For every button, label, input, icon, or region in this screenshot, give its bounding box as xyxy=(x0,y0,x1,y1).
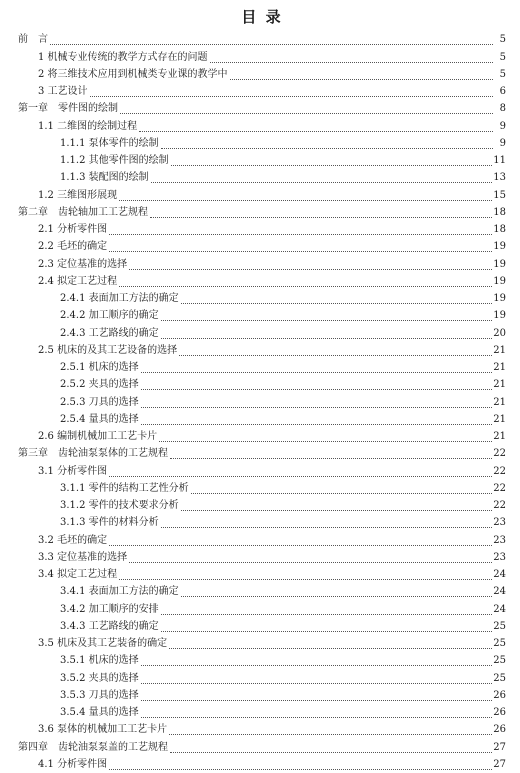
toc-entry[interactable] xyxy=(18,393,506,410)
toc-entry-page: 21 xyxy=(493,413,506,425)
dot-leader xyxy=(141,664,493,666)
toc-entry-page: 23 xyxy=(493,517,506,529)
toc-entry-title: 3.3 定位基准的选择 xyxy=(38,551,128,563)
toc-entry-title: 3.5.2 夹具的选择 xyxy=(60,672,139,684)
toc-entry-page: 21 xyxy=(493,431,506,442)
toc-entry[interactable] xyxy=(18,600,506,617)
toc-entry-title: 2.4 拟定工艺过程 xyxy=(38,275,118,287)
toc-entry-title: 1.1.2 其他零件图的绘制 xyxy=(60,155,169,166)
toc-entry[interactable] xyxy=(18,669,506,686)
toc-entry-title: 2.5.4 量具的选择 xyxy=(60,413,139,425)
toc-entry[interactable] xyxy=(18,255,506,272)
dot-leader xyxy=(119,578,492,580)
dot-leader xyxy=(210,61,493,63)
toc-entry-page: 27 xyxy=(493,741,506,753)
dot-leader xyxy=(169,733,492,735)
dot-leader xyxy=(170,751,492,753)
toc-entry-title: 前 言 xyxy=(18,34,48,46)
toc-entry[interactable] xyxy=(18,273,506,290)
toc-entry-page: 26 xyxy=(493,707,506,718)
toc-entry-page: 5 xyxy=(499,34,506,46)
toc-entry[interactable] xyxy=(18,359,506,376)
toc-entry-page: 9 xyxy=(499,120,506,132)
toc-entry-title: 2.2 毛坯的确定 xyxy=(38,241,108,253)
toc-entry-title: 第二章 齿轮轴加工工艺规程 xyxy=(18,206,148,218)
toc-entry-page: 18 xyxy=(493,206,506,218)
dot-leader xyxy=(170,457,492,459)
toc-entry-title: 第四章 齿轮油泵泵盖的工艺规程 xyxy=(18,741,168,753)
dot-leader xyxy=(109,768,492,770)
toc-entry-title: 1.1.1 泵体零件的绘制 xyxy=(60,137,159,149)
toc-entry[interactable] xyxy=(18,186,506,203)
dot-leader xyxy=(179,354,492,356)
toc-entry-title: 2.5.3 刀具的选择 xyxy=(60,396,139,408)
toc-entry-page: 21 xyxy=(493,396,506,408)
toc-entry-page: 9 xyxy=(499,137,506,149)
toc-entry[interactable] xyxy=(18,324,506,341)
dot-leader xyxy=(150,216,492,218)
dot-leader xyxy=(159,440,492,442)
toc-entry[interactable] xyxy=(18,83,506,100)
toc-entry-page: 23 xyxy=(493,534,506,546)
toc-entry-title: 3.5 机床及其工艺装备的确定 xyxy=(38,638,168,649)
toc-entry[interactable] xyxy=(18,307,506,324)
dot-leader xyxy=(90,95,493,97)
dot-leader xyxy=(161,630,493,632)
toc-entry-page: 6 xyxy=(499,86,506,97)
dot-leader xyxy=(141,699,493,701)
toc-entry-title: 3.6 泵体的机械加工工艺卡片 xyxy=(38,724,168,736)
dot-leader xyxy=(171,164,493,166)
toc-entry-title: 1.1 二维图的绘制过程 xyxy=(38,120,138,132)
toc-entry[interactable] xyxy=(18,152,506,169)
toc-entry-page: 22 xyxy=(493,465,506,477)
toc-entry-page: 19 xyxy=(493,275,506,287)
dot-leader xyxy=(109,233,492,235)
toc-entry-page: 25 xyxy=(493,672,506,684)
dot-leader xyxy=(120,112,493,114)
toc-entry-title: 3.5.1 机床的选择 xyxy=(60,655,139,667)
toc-entry-page: 19 xyxy=(493,293,506,304)
toc-entry-title: 3.1.3 零件的材料分析 xyxy=(60,517,159,529)
toc-entry-title: 2.5.2 夹具的选择 xyxy=(60,379,139,391)
toc-entry-page: 24 xyxy=(493,586,506,598)
dot-leader xyxy=(129,268,492,270)
toc-entry[interactable] xyxy=(18,756,506,773)
dot-leader xyxy=(161,147,493,149)
toc-entry-title: 3.5.3 刀具的选择 xyxy=(60,689,139,701)
toc-entry[interactable] xyxy=(18,290,506,307)
dot-leader xyxy=(119,285,492,287)
dot-leader xyxy=(129,561,492,563)
toc-entry[interactable] xyxy=(18,169,506,186)
toc-entry-title: 2.4.2 加工顺序的确定 xyxy=(60,310,159,322)
toc-entry[interactable] xyxy=(18,531,506,548)
toc-entry[interactable] xyxy=(18,497,506,514)
toc-entry-page: 24 xyxy=(493,603,506,615)
dot-leader xyxy=(151,181,493,183)
toc-entry-page: 5 xyxy=(499,68,506,80)
toc-entry[interactable] xyxy=(18,480,506,497)
toc-entry-title: 2.3 定位基准的选择 xyxy=(38,258,128,270)
toc-entry[interactable] xyxy=(18,635,506,652)
toc-entry[interactable] xyxy=(18,100,506,117)
toc-entry-title: 第一章 零件图的绘制 xyxy=(18,103,118,115)
toc-entry-page: 22 xyxy=(493,500,506,511)
toc-entry[interactable] xyxy=(18,738,506,755)
toc-entry-page: 25 xyxy=(493,638,506,649)
toc-entry-title: 2 将三维技术应用到机械类专业课的教学中 xyxy=(38,68,228,80)
toc-entry-title: 4.1 分析零件图 xyxy=(38,758,108,770)
toc-entry-page: 18 xyxy=(493,224,506,235)
dot-leader xyxy=(141,388,493,390)
toc-entry-page: 21 xyxy=(493,362,506,373)
toc-entry[interactable] xyxy=(18,66,506,83)
dot-leader xyxy=(181,595,493,597)
page-title: 目 录 xyxy=(241,8,283,26)
dot-leader xyxy=(161,526,493,528)
toc-entry-title: 3.1.1 零件的结构工艺性分析 xyxy=(60,482,189,494)
toc-entry[interactable] xyxy=(18,238,506,255)
toc-list xyxy=(18,31,506,773)
toc-entry[interactable] xyxy=(18,342,506,359)
dot-leader xyxy=(50,43,493,45)
toc-entry-title: 3.4.3 工艺路线的确定 xyxy=(60,620,159,632)
toc-entry-page: 19 xyxy=(493,258,506,270)
toc-entry[interactable] xyxy=(18,48,506,65)
toc-entry[interactable] xyxy=(18,462,506,479)
dot-leader xyxy=(141,716,493,718)
toc-entry-title: 3 工艺设计 xyxy=(38,86,88,97)
toc-entry-title: 1 机械专业传统的教学方式存在的问题 xyxy=(38,51,208,63)
toc-entry[interactable] xyxy=(18,135,506,152)
toc-entry-title: 2.5.1 机床的选择 xyxy=(60,362,139,373)
toc-entry-page: 27 xyxy=(493,758,506,770)
toc-entry-page: 8 xyxy=(499,103,506,115)
toc-entry[interactable] xyxy=(18,376,506,393)
dot-leader xyxy=(109,475,492,477)
toc-entry-title: 1.1.3 装配图的绘制 xyxy=(60,172,149,184)
toc-entry[interactable] xyxy=(18,583,506,600)
dot-leader xyxy=(161,337,493,339)
toc-entry-title: 2.4.1 表面加工方法的确定 xyxy=(60,293,179,304)
toc-entry-page: 26 xyxy=(493,724,506,736)
toc-entry[interactable] xyxy=(18,549,506,566)
toc-entry-page: 25 xyxy=(493,655,506,667)
toc-page xyxy=(0,6,520,770)
toc-entry[interactable] xyxy=(18,31,506,48)
dot-leader xyxy=(230,78,493,80)
toc-entry-title: 2.1 分析零件图 xyxy=(38,224,108,235)
dot-leader xyxy=(119,199,492,201)
dot-leader xyxy=(181,509,493,511)
toc-entry-page: 21 xyxy=(493,379,506,391)
dot-leader xyxy=(161,613,493,615)
toc-entry[interactable] xyxy=(18,411,506,428)
toc-entry-page: 21 xyxy=(493,344,506,356)
toc-entry-title: 2.4.3 工艺路线的确定 xyxy=(60,327,159,339)
toc-entry-title: 3.4.1 表面加工方法的确定 xyxy=(60,586,179,598)
dot-leader xyxy=(181,302,493,304)
dot-leader xyxy=(141,406,493,408)
toc-entry-title: 3.4.2 加工顺序的安排 xyxy=(60,603,159,615)
toc-entry[interactable] xyxy=(18,445,506,462)
dot-leader xyxy=(141,423,493,425)
toc-entry-title: 3.1.2 零件的技术要求分析 xyxy=(60,500,179,511)
dot-leader xyxy=(141,682,493,684)
toc-entry-page: 5 xyxy=(499,51,506,63)
toc-entry-page: 20 xyxy=(493,327,506,339)
toc-entry-title: 2.5 机床的及其工艺设备的选择 xyxy=(38,344,178,356)
toc-entry-page: 19 xyxy=(493,241,506,253)
toc-entry-title: 1.2 三维图形展现 xyxy=(38,189,118,201)
dot-leader xyxy=(161,319,493,321)
toc-entry-page: 22 xyxy=(493,482,506,494)
toc-entry-page: 26 xyxy=(493,689,506,701)
toc-entry-page: 24 xyxy=(493,569,506,580)
toc-entry[interactable] xyxy=(18,428,506,445)
dot-leader xyxy=(141,371,493,373)
toc-entry-title: 3.5.4 量具的选择 xyxy=(60,707,139,718)
toc-entry[interactable] xyxy=(18,652,506,669)
toc-entry-page: 25 xyxy=(493,620,506,632)
toc-entry-page: 11 xyxy=(493,155,506,166)
toc-entry-page: 22 xyxy=(493,448,506,460)
dot-leader xyxy=(109,250,492,252)
toc-entry-title: 2.6 编制机械加工工艺卡片 xyxy=(38,431,158,442)
toc-entry-title: 3.1 分析零件图 xyxy=(38,465,108,477)
toc-entry-page: 23 xyxy=(493,551,506,563)
toc-entry-page: 13 xyxy=(493,172,506,184)
dot-leader xyxy=(169,647,492,649)
toc-entry[interactable] xyxy=(18,721,506,738)
toc-entry[interactable] xyxy=(18,514,506,531)
toc-entry-page: 19 xyxy=(493,310,506,322)
toc-entry[interactable] xyxy=(18,221,506,238)
toc-entry[interactable] xyxy=(18,687,506,704)
dot-leader xyxy=(109,544,492,546)
dot-leader xyxy=(139,130,493,132)
toc-entry-title: 3.2 毛坯的确定 xyxy=(38,534,108,546)
dot-leader xyxy=(191,492,493,494)
toc-entry-title: 3.4 拟定工艺过程 xyxy=(38,569,118,580)
toc-entry[interactable] xyxy=(18,204,506,221)
toc-entry-page: 15 xyxy=(493,189,506,201)
toc-entry-title: 第三章 齿轮油泵泵体的工艺规程 xyxy=(18,448,168,460)
toc-entry[interactable] xyxy=(18,618,506,635)
toc-entry[interactable] xyxy=(18,117,506,134)
toc-entry[interactable] xyxy=(18,566,506,583)
toc-entry[interactable] xyxy=(18,704,506,721)
